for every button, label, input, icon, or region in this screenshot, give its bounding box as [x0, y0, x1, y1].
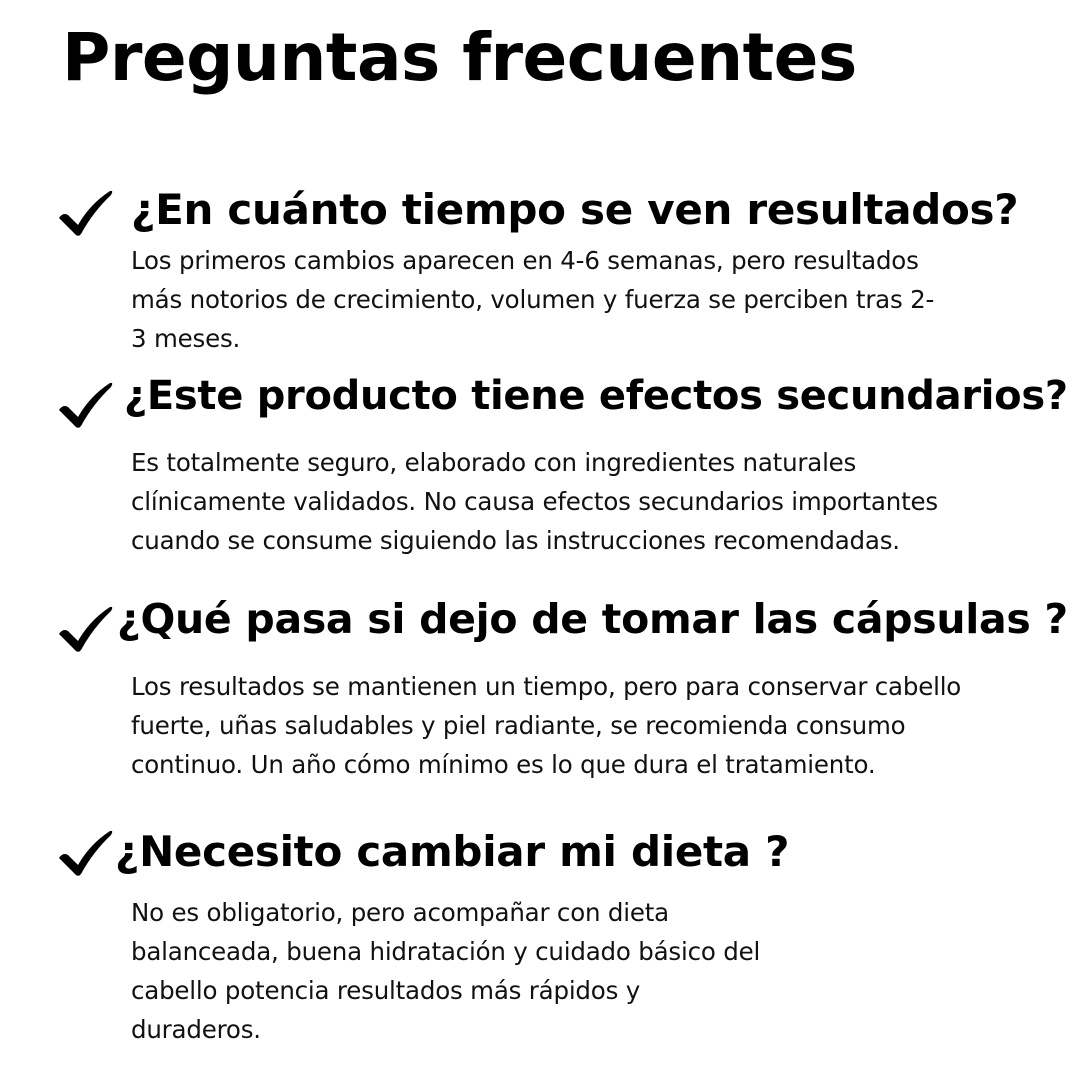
answer-line: cuando se consume siguiendo las instrucciones recomendadas. [131, 526, 900, 555]
faq-answer [131, 893, 760, 1049]
faq-question: ¿Este producto tiene efectos secundarios? [124, 373, 1068, 419]
answer-line: Los primeros cambios aparecen en 4-6 semanas, pero resultados [131, 246, 919, 275]
checkmark-icon [56, 380, 114, 430]
faq-answer [131, 667, 961, 784]
faq-answer [131, 241, 934, 358]
faq-question: ¿En cuánto tiempo se ven resultados? [131, 185, 1019, 234]
faq-answer [131, 443, 938, 560]
checkmark-icon [56, 828, 114, 878]
page-title: Preguntas frecuentes [62, 19, 857, 96]
faq-question: ¿Necesito cambiar mi dieta ? [115, 827, 790, 876]
checkmark-icon [56, 188, 114, 238]
answer-line: 3 meses. [131, 324, 241, 353]
answer-line: fuerte, uñas saludables y piel radiante, se recomienda consumo [131, 711, 906, 740]
checkmark-icon [56, 604, 114, 654]
answer-line: Es totalmente seguro, elaborado con ingredientes naturales [131, 448, 857, 477]
answer-line: más notorios de crecimiento, volumen y fuerza se perciben tras 2- [131, 285, 935, 314]
answer-line: clínicamente validados. No causa efectos secundarios importantes [131, 487, 938, 516]
answer-line: balanceada, buena hidratación y cuidado básico del [131, 937, 761, 966]
answer-line: Los resultados se mantienen un tiempo, pero para conservar cabello [131, 672, 962, 701]
answer-line: continuo. Un año cómo mínimo es lo que dura el tratamiento. [131, 750, 876, 779]
answer-line: cabello potencia resultados más rápidos y [131, 976, 641, 1005]
answer-line: No es obligatorio, pero acompañar con dieta [131, 898, 669, 927]
faq-question: ¿Qué pasa si dejo de tomar las cápsulas ? [117, 595, 1068, 643]
answer-line: duraderos. [131, 1015, 261, 1044]
